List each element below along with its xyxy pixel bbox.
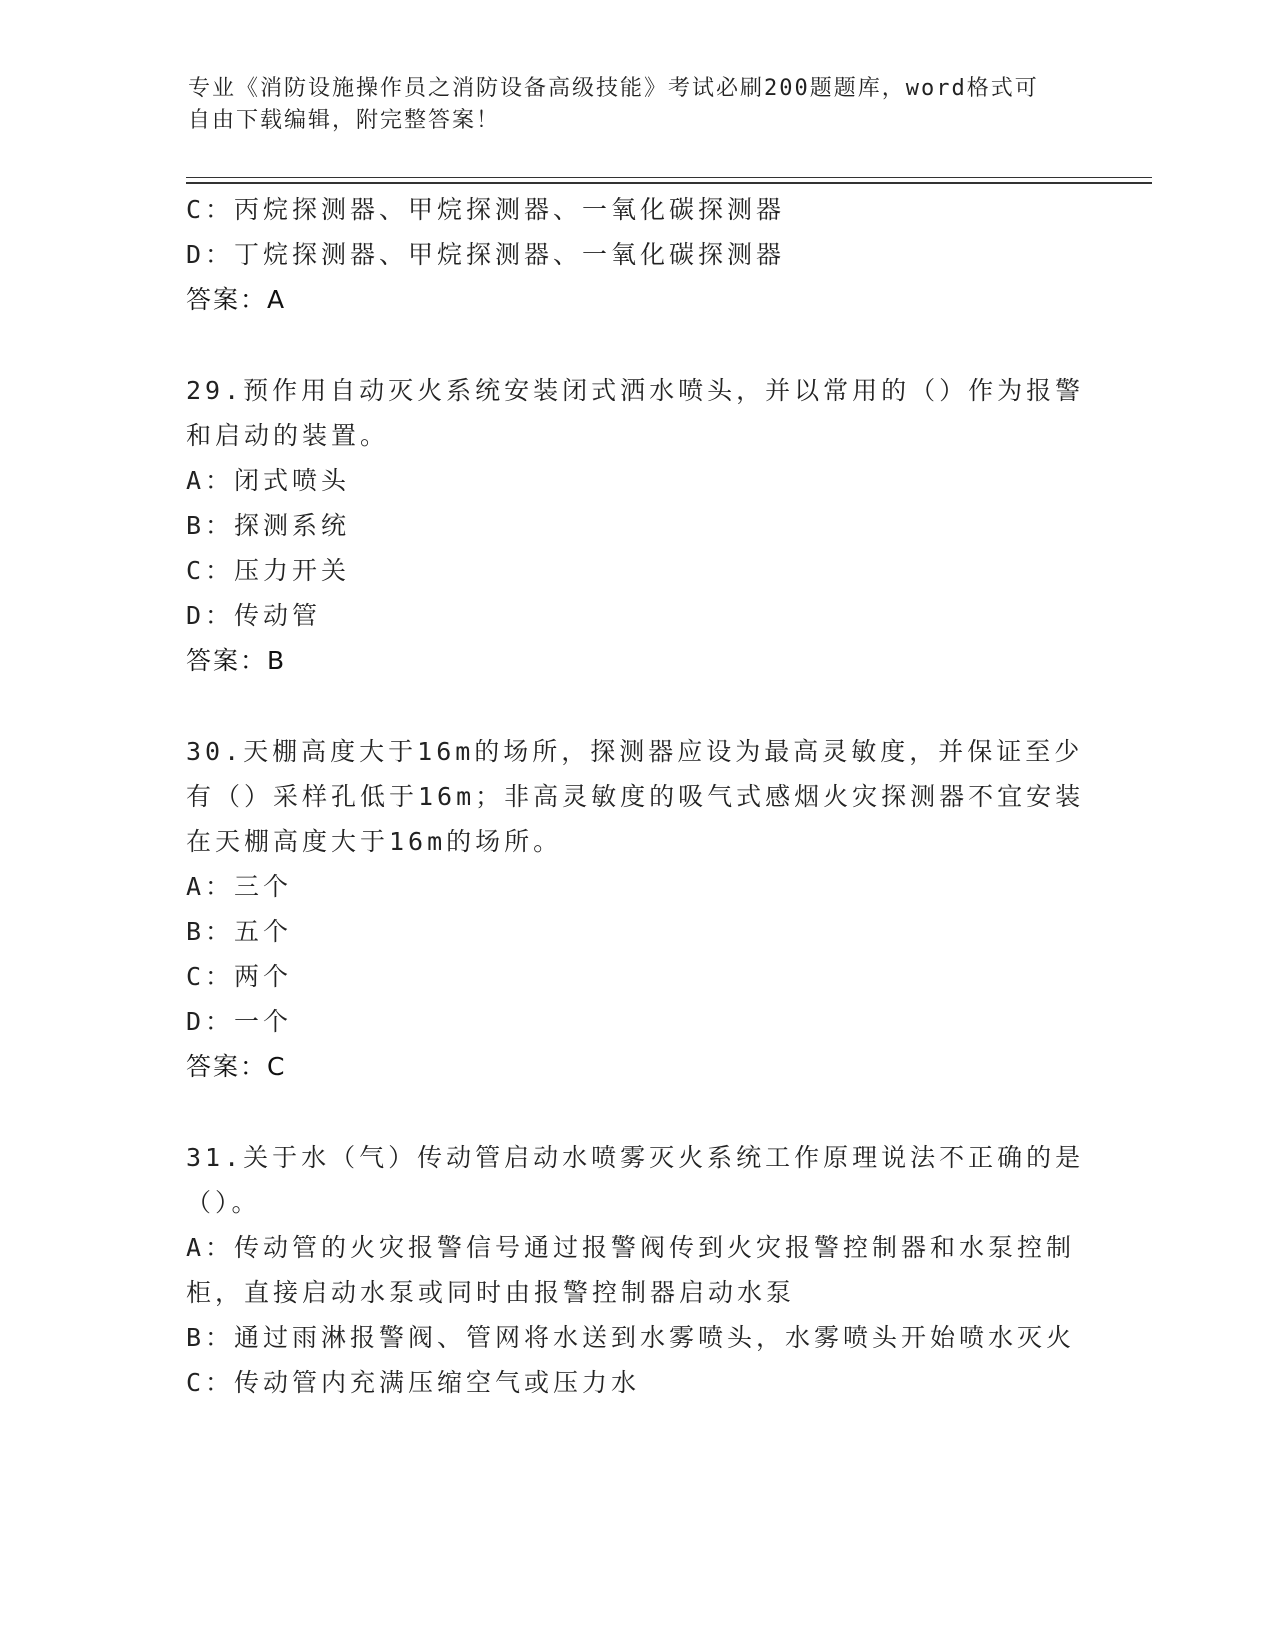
header-divider-thin (186, 177, 1152, 178)
option-a: A：传动管的火灾报警信号通过报警阀传到火灾报警控制器和水泵控制 (186, 1233, 1076, 1262)
option-d: D：一个 (186, 1007, 293, 1036)
option-a: A：三个 (186, 872, 293, 901)
option-a-continued: 柜，直接启动水泵或同时由报警控制器启动水泵 (186, 1278, 796, 1307)
question-stem-line: 29.预作用自动灭火系统安装闭式洒水喷头，并以常用的（）作为报警 (186, 376, 1085, 405)
question-list (186, 187, 1086, 1405)
question-stem-line: 31.关于水（气）传动管启动水喷雾灭火系统工作原理说法不正确的是 (186, 1143, 1085, 1172)
option-d: D：传动管 (186, 601, 322, 630)
question-28 (186, 187, 1086, 322)
option-b: B：通过雨淋报警阀、管网将水送到水雾喷头，水雾喷头开始喷水灭火 (186, 1323, 1076, 1352)
option-a: A：闭式喷头 (186, 466, 351, 495)
question-29 (186, 368, 1086, 683)
option-c: C：丙烷探测器、甲烷探测器、一氧化碳探测器 (186, 195, 786, 224)
spacer (186, 683, 1086, 729)
option-c: C：两个 (186, 962, 293, 991)
option-d: D：丁烷探测器、甲烷探测器、一氧化碳探测器 (186, 240, 786, 269)
question-stem-line: 在天棚高度大于16m的场所。 (186, 827, 563, 856)
spacer (186, 322, 1086, 368)
option-c: C：压力开关 (186, 556, 351, 585)
spacer (186, 1089, 1086, 1135)
question-stem-line: 有（）采样孔低于16m；非高灵敏度的吸气式感烟火灾探测器不宜安装 (186, 782, 1085, 811)
question-stem-line: 和启动的装置。 (186, 421, 390, 450)
question-31 (186, 1135, 1086, 1405)
question-stem-line: （）。 (186, 1188, 261, 1217)
option-b: B：五个 (186, 917, 293, 946)
header-line-2: 自由下载编辑，附完整答案！ (188, 108, 501, 133)
question-stem-line: 30.天棚高度大于16m的场所，探测器应设为最高灵敏度，并保证至少 (186, 737, 1084, 766)
option-c: C：传动管内充满压缩空气或压力水 (186, 1368, 641, 1397)
document-header (188, 73, 1068, 137)
answer: 答案：C (186, 1052, 287, 1081)
option-b: B：探测系统 (186, 511, 351, 540)
answer: 答案：B (186, 646, 287, 675)
header-line-1: 专业《消防设施操作员之消防设备高级技能》考试必刷200题题库，word格式可 (188, 76, 1039, 101)
answer: 答案：A (186, 285, 287, 314)
question-30 (186, 729, 1086, 1089)
header-divider-thick (186, 182, 1152, 184)
